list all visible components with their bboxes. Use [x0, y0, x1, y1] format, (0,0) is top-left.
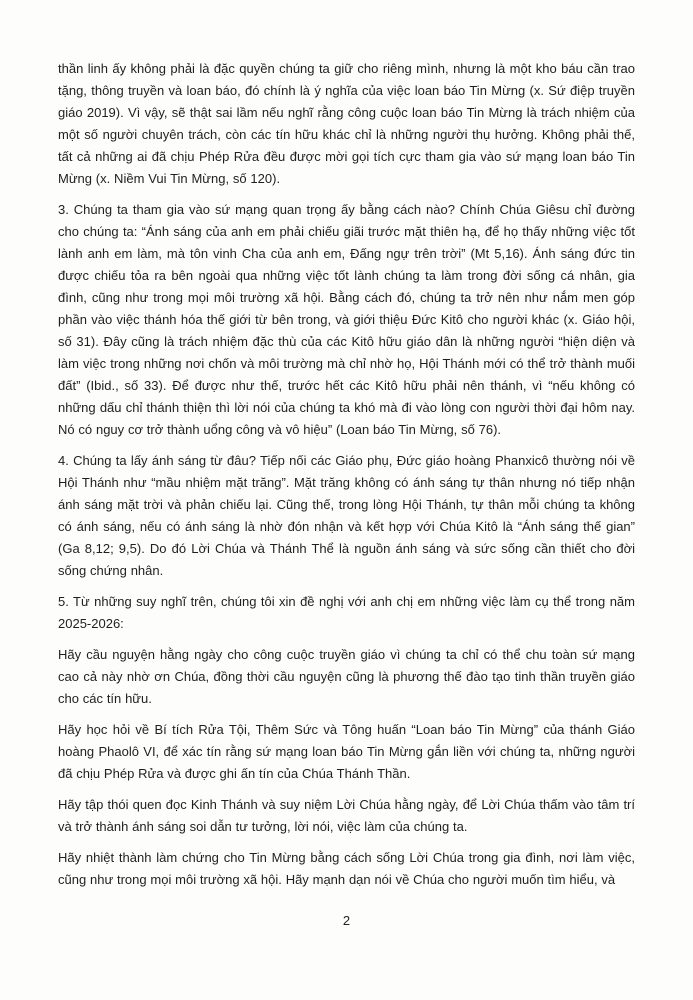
paragraph: 3. Chúng ta tham gia vào sứ mạng quan trọng ấy bằng cách nào? Chính Chúa Giêsu chỉ đường cho chúng ta: “Ánh sáng của anh em phải chiếu giãi trước mặt thiên hạ, để họ thấy những việc tốt lành anh em làm, mà tôn vinh Cha của anh em, Đấng ngự trên trời” (Mt 5,16). Ánh sáng đức tin được chiếu tỏa ra bên ngoài qua những việc tốt lành chúng ta làm trong đời sống cá nhân, gia đình, cũng như trong mọi môi trường xã hội. Bằng cách đó, chúng ta trở nên như nắm men góp phần vào việc thánh hóa thế giới từ bên trong, và giới thiệu Đức Kitô cho người khác (x. Giáo hội, số 31). Đây cũng là trách nhiệm đặc thù của các Kitô hữu giáo dân là những người “hiện diện và làm việc trong những nơi chốn và môi trường mà chỉ nhờ họ, Hội Thánh mới có thể trở thành muối đất” (Ibid., số 33). Để được như thế, trước hết các Kitô hữu phải nên thánh, vì “nếu không có những dấu chỉ thánh thiện thì lời nói của chúng ta khó mà đi vào lòng con người thời đại hôm nay. Nó có nguy cơ trở thành uổng công và vô hiệu” (Loan báo Tin Mừng, số 76).: [58, 202, 635, 437]
paragraph: 5. Từ những suy nghĩ trên, chúng tôi xin đề nghị với anh chị em những việc làm cụ thể trong năm 2025-2026:: [58, 594, 635, 631]
page-number: 2: [342, 913, 351, 928]
paragraph: thần linh ấy không phải là đặc quyền chúng ta giữ cho riêng mình, nhưng là một kho báu cần trao tặng, thông truyền và loan báo, đó chính là ý nghĩa của việc loan báo Tin Mừng (x. Sứ điệp truyền giáo 2019). Vì vậy, sẽ thật sai lầm nếu nghĩ rằng công cuộc loan báo Tin Mừng là trách nhiệm của một số người chuyên trách, còn các tín hữu khác chỉ là những người thụ hưởng. Không phải thế, tất cả những ai đã chịu Phép Rửa đều được mời gọi tích cực tham gia vào sứ mạng loan báo Tin Mừng (x. Niềm Vui Tin Mừng, số 120).: [58, 61, 635, 186]
paragraph: Hãy học hỏi về Bí tích Rửa Tội, Thêm Sức và Tông huấn “Loan báo Tin Mừng” của thánh Giáo hoàng Phaolô VI, để xác tín rằng sứ mạng loan báo Tin Mừng gắn liền với chúng ta, những người đã chịu Phép Rửa và được ghi ấn tín của Chúa Thánh Thần.: [58, 722, 635, 781]
paragraph: 4. Chúng ta lấy ánh sáng từ đâu? Tiếp nối các Giáo phụ, Đức giáo hoàng Phanxicô thường nói về Hội Thánh như “mầu nhiệm mặt trăng”. Mặt trăng không có ánh sáng tự thân nhưng nó tiếp nhận ánh sáng mặt trời và phản chiếu lại. Cũng thế, trong lòng Hội Thánh, tự thân mỗi chúng ta không có ánh sáng, nếu có ánh sáng là nhờ đón nhận và kết hợp với Chúa Kitô là “Ánh sáng thế gian” (Ga 8,12; 9,5). Do đó Lời Chúa và Thánh Thể là nguồn ánh sáng và sức sống cần thiết cho đời sống chứng nhân.: [58, 453, 635, 578]
paragraph: Hãy nhiệt thành làm chứng cho Tin Mừng bằng cách sống Lời Chúa trong gia đình, nơi làm việc, cũng như trong mọi môi trường xã hội. Hãy mạnh dạn nói về Chúa cho người muốn tìm hiểu, và: [58, 850, 635, 887]
paragraph: Hãy cầu nguyện hằng ngày cho công cuộc truyền giáo vì chúng ta chỉ có thể chu toàn sứ mạng cao cả này nhờ ơn Chúa, đồng thời cầu nguyện cũng là phương thế đào tạo tinh thần truyền giáo cho các tín hữu.: [58, 647, 635, 706]
paragraph: Hãy tập thói quen đọc Kinh Thánh và suy niệm Lời Chúa hằng ngày, để Lời Chúa thấm vào tâm trí và trở thành ánh sáng soi dẫn tư tưởng, lời nói, việc làm của chúng ta.: [58, 797, 635, 834]
